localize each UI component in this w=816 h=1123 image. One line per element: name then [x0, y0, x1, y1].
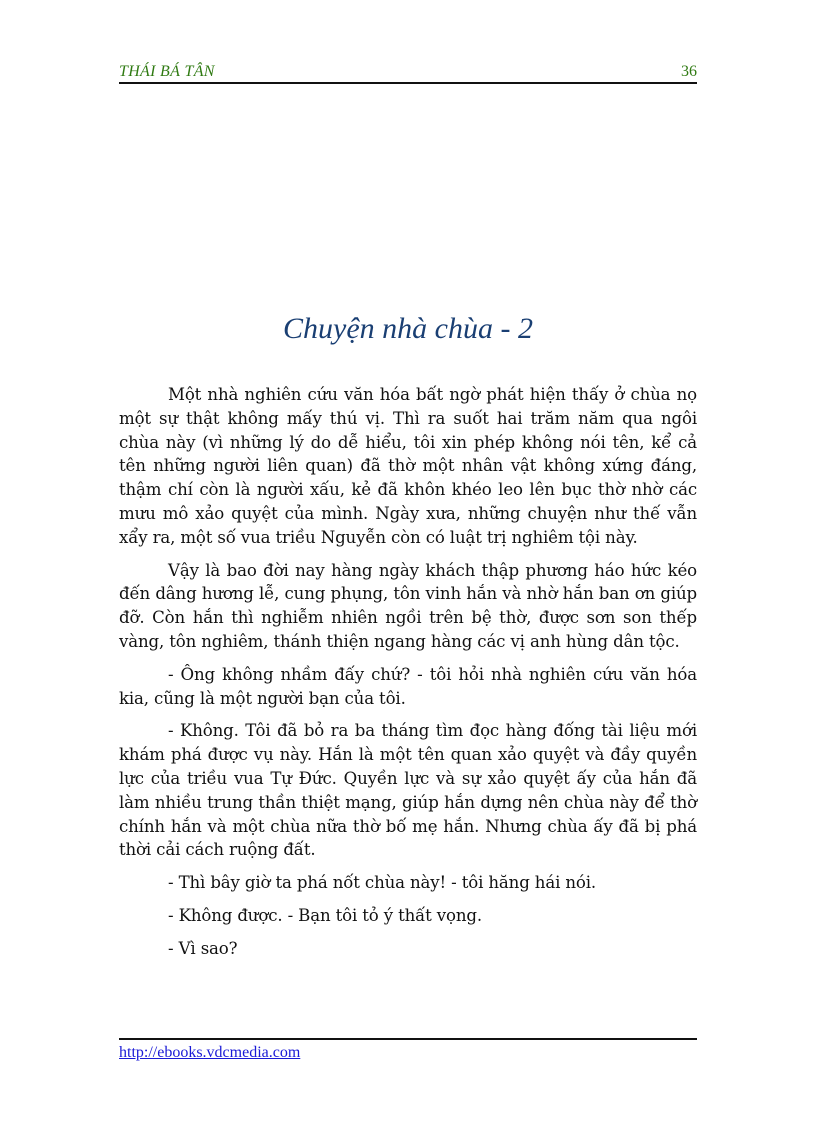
paragraph-5: - Thì bây giờ ta phá nốt chùa này! - tôi hăng hái nói. [168, 873, 597, 893]
paragraph-7: - Vì sao? [168, 938, 238, 958]
paragraph-1: Một nhà nghiên cứu văn hóa bất ngờ phát hiện thấy ở chùa nọ một sự thật không mấy thú vị. Thì ra suốt hai trăm năm qua ngôi chùa này (vì những lý do dễ hiểu, tôi xin phép không nói tên, kể cả tên những người liên quan) đã thờ một nhân vật không xứng đáng, thậm chí còn là người xấu, kẻ đã khôn khéo leo lên bục thờ nhờ các mưu mô xảo quyệt của mình. Ngày xưa, những chuyện như thế vẫn xẩy ra, một số vua triều Nguyễn còn có luật trị nghiêm tội này. [119, 385, 697, 547]
paragraph-4: - Không. Tôi đã bỏ ra ba tháng tìm đọc hàng đống tài liệu mới khám phá được vụ này. Hắn là một tên quan xảo quyệt và đầy quyền lực của triều vua Tự Đức. Quyền lực và sự xảo quyệt ấy của hắn đã làm nhiều trung thần thiệt mạng, giúp hắn dựng nên chùa này để thờ chính hắn và một chùa nữa thờ bố mẹ hắn. Nhưng chùa ấy đã bị phá thời cải cách ruộng đất. [119, 721, 697, 860]
paragraph-2: Vậy là bao đời nay hàng ngày khách thập phương háo hức kéo đến dâng hương lễ, cung phụng, tôn vinh hắn và nhờ hắn ban ơn giúp đỡ. Còn hắn thì nghiễm nhiên ngồi trên bệ thờ, được sơn son thếp vàng, tôn nghiêm, thánh thiện ngang hàng các vị anh hùng dân tộc. [119, 560, 697, 651]
footer-link[interactable]: http://ebooks.vdcmedia.com [119, 1044, 301, 1061]
page-number: 36 [681, 63, 697, 80]
chapter-title: Chuyện nhà chùa - 2 [283, 312, 533, 345]
body-text [119, 383, 697, 970]
page-header [119, 60, 697, 84]
paragraph-6: - Không được. - Bạn tôi tỏ ý thất vọng. [168, 905, 483, 925]
page-footer [119, 1038, 697, 1062]
header-author: THÁI BÁ TÂN [119, 63, 215, 80]
paragraph-3: - Ông không nhầm đấy chứ? - tôi hỏi nhà nghiên cứu văn hóa kia, cũng là một người bạn của tôi. [119, 664, 697, 708]
